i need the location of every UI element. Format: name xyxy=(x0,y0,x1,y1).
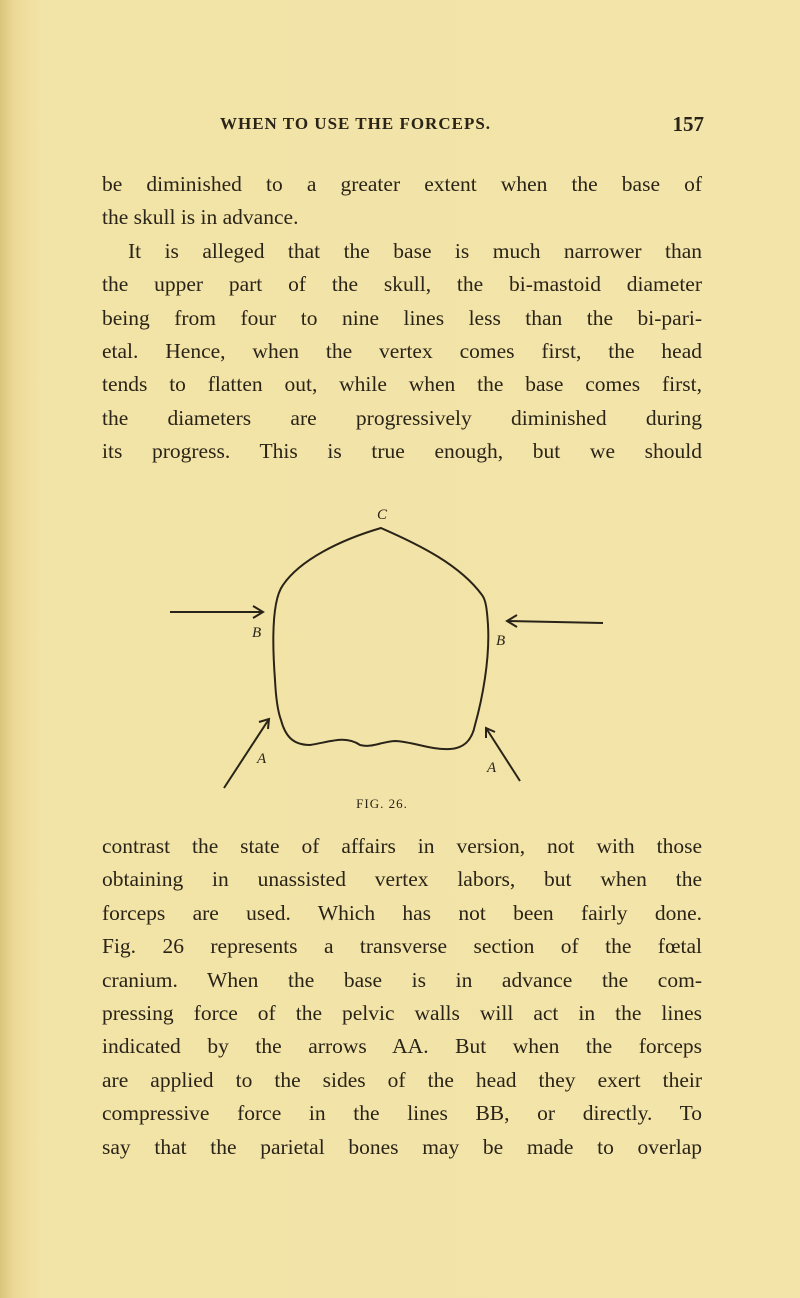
text-line: its progress. This is true enough, but we should xyxy=(102,439,702,464)
text-line: cranium. When the base is in advance the com- xyxy=(102,967,702,992)
text-line: are applied to the sides of the head they exert their xyxy=(102,1067,702,1092)
page-number: 157 xyxy=(672,112,704,136)
label-b-left: B xyxy=(252,625,262,641)
text-line: forceps are used. Which has not been fairly done. xyxy=(102,900,702,925)
figure-caption: FIG. 26. xyxy=(356,796,408,811)
text-line: contrast the state of affairs in version, not with those xyxy=(102,834,702,858)
text-line: obtaining in unassisted vertex labors, but when the xyxy=(102,867,702,892)
text-line: being from four to nine lines less than the bi-pari- xyxy=(102,305,702,330)
text-line: the diameters are progressively diminished during xyxy=(102,405,702,430)
text-line: the skull is in advance. xyxy=(102,205,299,230)
arrow-b-right xyxy=(507,615,603,627)
label-c: C xyxy=(377,507,388,523)
label-a-left: A xyxy=(257,751,267,767)
arrow-b-left xyxy=(170,606,263,618)
text-line: say that the parietal bones may be made to overlap xyxy=(102,1134,702,1159)
text-line: the upper part of the skull, the bi-mastoid diameter xyxy=(102,272,702,297)
running-title: WHEN TO USE THE FORCEPS. xyxy=(220,114,492,133)
label-a-right: A xyxy=(487,760,497,776)
skull-outline xyxy=(273,528,488,749)
text-line: compressive force in the lines BB, or directly. To xyxy=(102,1101,702,1126)
text-line: It is alleged that the base is much narrower than xyxy=(128,238,702,263)
text-line: Fig. 26 represents a transverse section of the fœtal xyxy=(102,934,702,959)
text-line: pressing force of the pelvic walls will act in the lines xyxy=(102,1000,702,1025)
text-line: etal. Hence, when the vertex comes first, the head xyxy=(102,338,702,363)
label-b-right: B xyxy=(496,633,506,649)
text-line: tends to flatten out, while when the base comes first, xyxy=(102,372,702,397)
paragraph-bottom xyxy=(102,830,702,1164)
text-line: indicated by the arrows AA. But when the forceps xyxy=(102,1034,702,1059)
text-line: be diminished to a greater extent when the base of xyxy=(102,172,702,196)
